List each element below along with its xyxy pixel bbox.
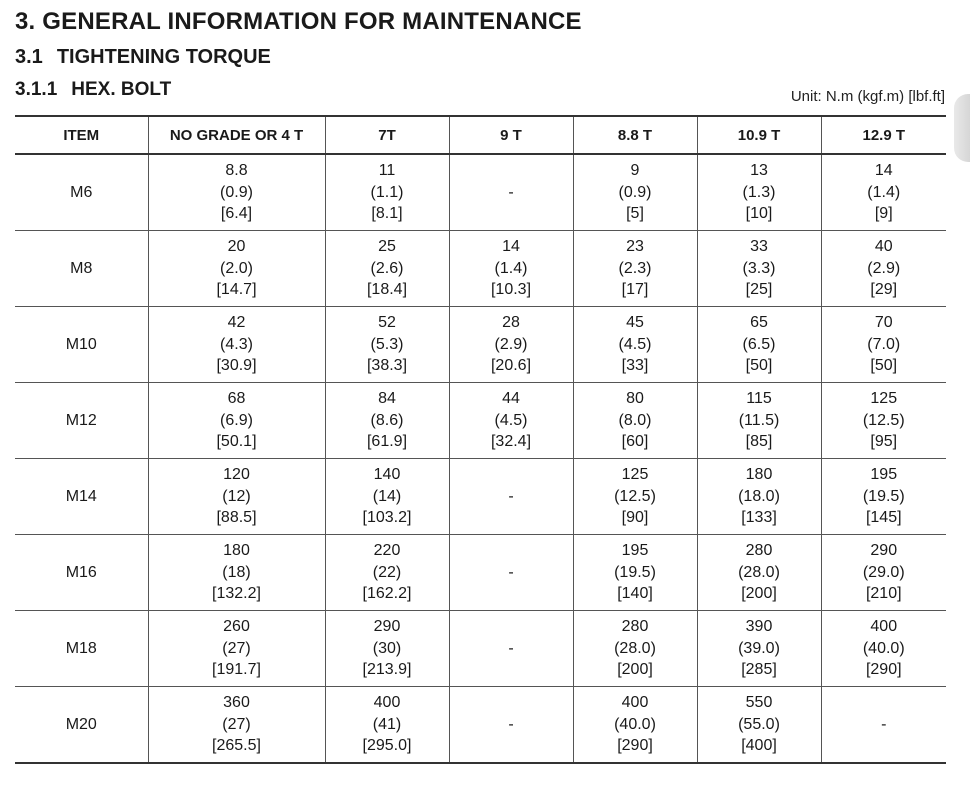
cell-torque [449, 154, 573, 231]
value-nm: 65 [750, 314, 768, 332]
value-kgfm: (4.5) [494, 411, 528, 429]
value-none: - [881, 715, 887, 733]
cell-torque [821, 687, 946, 764]
table-row [15, 687, 946, 764]
cell-torque [449, 611, 573, 687]
unit-label: Unit: N.m (kgf.m) [lbf.ft] [790, 88, 945, 105]
cell-torque [573, 307, 697, 383]
value-lbfft: [20.6] [490, 357, 532, 375]
header-no-grade: NO GRADE OR 4 T [148, 116, 325, 154]
value-lbfft: [200] [617, 661, 653, 679]
cell-torque [148, 154, 325, 231]
cell-item: M14 [15, 459, 148, 535]
section-heading: 3. GENERAL INFORMATION FOR MAINTENANCE [15, 8, 582, 35]
value-kgfm: (30) [372, 639, 402, 657]
value-lbfft: [10.3] [490, 281, 532, 299]
header-12-9t: 12.9 T [821, 116, 946, 154]
value-kgfm: (27) [222, 639, 251, 657]
value-nm: 70 [874, 314, 893, 332]
cell-torque [449, 535, 573, 611]
value-none: - [508, 487, 514, 505]
value-lbfft: [8.1] [371, 205, 403, 223]
cell-item: M6 [15, 154, 148, 231]
value-nm: 390 [745, 618, 773, 636]
value-lbfft: [32.4] [490, 433, 532, 451]
value-lbfft: [295.0] [362, 737, 412, 755]
value-nm: 84 [378, 390, 396, 408]
value-lbfft: [133] [741, 509, 777, 527]
value-kgfm: (14) [372, 487, 402, 505]
value-nm: 400 [621, 694, 649, 712]
value-nm: 400 [373, 694, 401, 712]
value-kgfm: (7.0) [867, 335, 901, 353]
cell-torque [449, 307, 573, 383]
header-10-9t: 10.9 T [697, 116, 821, 154]
value-kgfm: (40.0) [862, 639, 905, 657]
value-lbfft: [213.9] [362, 661, 412, 679]
cell-torque [325, 535, 449, 611]
cell-item: M16 [15, 535, 148, 611]
value-nm: 14 [502, 238, 520, 256]
header-8-8t: 8.8 T [573, 116, 697, 154]
value-lbfft: [50.1] [216, 433, 257, 451]
value-lbfft: [191.7] [212, 661, 261, 679]
cell-torque [821, 231, 946, 307]
value-lbfft: [14.7] [216, 281, 257, 299]
header-9t: 9 T [449, 116, 573, 154]
subsubsection-number: 3.1.1 [15, 79, 58, 100]
value-nm: 14 [874, 162, 893, 180]
value-nm: 68 [227, 390, 246, 408]
cell-torque [697, 459, 821, 535]
value-lbfft: [132.2] [212, 585, 261, 603]
value-kgfm: (0.9) [220, 183, 253, 201]
value-lbfft: [38.3] [366, 357, 408, 375]
cell-torque [148, 307, 325, 383]
value-nm: 140 [373, 466, 401, 484]
value-nm: 260 [223, 618, 250, 636]
cell-torque [148, 231, 325, 307]
value-nm: 40 [874, 238, 893, 256]
cell-torque [148, 611, 325, 687]
value-kgfm: (1.4) [494, 259, 528, 277]
value-kgfm: (19.5) [614, 563, 656, 581]
value-kgfm: (12.5) [614, 487, 656, 505]
cell-item: M10 [15, 307, 148, 383]
value-lbfft: [210] [865, 585, 902, 603]
cell-item: M18 [15, 611, 148, 687]
subsection-heading [15, 46, 271, 69]
value-nm: 80 [626, 390, 644, 408]
value-none: - [508, 183, 514, 201]
value-nm: 280 [621, 618, 649, 636]
subsubsection-title: HEX. BOLT [71, 79, 172, 100]
value-nm: 25 [378, 238, 396, 256]
table-row [15, 459, 946, 535]
header-7t: 7T [325, 116, 449, 154]
value-lbfft: [33] [621, 357, 649, 375]
value-kgfm: (11.5) [738, 411, 780, 429]
value-lbfft: [162.2] [362, 585, 412, 603]
value-lbfft: [25] [745, 281, 773, 299]
value-nm: 550 [745, 694, 773, 712]
value-none: - [508, 639, 514, 657]
cell-torque [325, 154, 449, 231]
cell-torque [325, 307, 449, 383]
value-lbfft: [18.4] [366, 281, 408, 299]
value-nm: 195 [870, 466, 898, 484]
value-nm: 11 [378, 162, 396, 180]
value-kgfm: (6.9) [220, 411, 253, 429]
value-kgfm: (3.3) [742, 259, 776, 277]
value-lbfft: [5] [626, 205, 644, 223]
value-kgfm: (12) [222, 487, 251, 505]
value-lbfft: [200] [741, 585, 777, 603]
value-nm: 400 [870, 618, 898, 636]
cell-torque [325, 611, 449, 687]
cell-item: M20 [15, 687, 148, 764]
value-lbfft: [29] [870, 281, 898, 299]
cell-torque [148, 383, 325, 459]
value-kgfm: (1.4) [867, 183, 901, 201]
value-nm: 13 [750, 162, 768, 180]
value-kgfm: (4.5) [618, 335, 652, 353]
value-kgfm: (0.9) [618, 183, 652, 201]
value-kgfm: (18.0) [738, 487, 780, 505]
subsection-number: 3.1 [15, 46, 43, 68]
value-kgfm: (55.0) [738, 715, 780, 733]
value-lbfft: [265.5] [212, 737, 261, 755]
value-nm: 33 [750, 238, 768, 256]
table-header-row [15, 116, 946, 154]
value-lbfft: [85] [745, 433, 773, 451]
value-nm: 125 [621, 466, 649, 484]
cell-torque [449, 383, 573, 459]
value-kgfm: (2.6) [370, 259, 404, 277]
value-none: - [508, 715, 514, 733]
cell-torque [573, 154, 697, 231]
value-lbfft: [140] [617, 585, 653, 603]
subsubsection-heading [15, 79, 171, 101]
value-nm: 290 [373, 618, 401, 636]
header-item: ITEM [15, 116, 148, 154]
value-nm: 42 [227, 314, 246, 332]
value-kgfm: (2.9) [867, 259, 901, 277]
value-nm: 125 [870, 390, 898, 408]
value-nm: 28 [502, 314, 520, 332]
value-lbfft: [400] [741, 737, 777, 755]
value-kgfm: (18) [222, 563, 251, 581]
value-nm: 120 [223, 466, 250, 484]
value-kgfm: (41) [372, 715, 402, 733]
cell-torque [573, 459, 697, 535]
value-lbfft: [88.5] [216, 509, 257, 527]
cell-torque [821, 535, 946, 611]
cell-torque [573, 611, 697, 687]
value-nm: 290 [870, 542, 898, 560]
value-kgfm: (5.3) [370, 335, 404, 353]
value-kgfm: (22) [372, 563, 402, 581]
value-nm: 180 [223, 542, 250, 560]
value-lbfft: [61.9] [366, 433, 408, 451]
table-body [15, 154, 946, 763]
cell-torque [573, 687, 697, 764]
torque-table [15, 115, 946, 764]
value-lbfft: [90] [621, 509, 649, 527]
value-nm: 44 [502, 390, 520, 408]
cell-torque [821, 154, 946, 231]
value-lbfft: [145] [865, 509, 902, 527]
value-kgfm: (8.6) [370, 411, 404, 429]
value-lbfft: [95] [870, 433, 898, 451]
value-kgfm: (1.3) [742, 183, 776, 201]
value-kgfm: (4.3) [220, 335, 253, 353]
cell-torque [449, 459, 573, 535]
table-row [15, 154, 946, 231]
value-none: - [508, 563, 514, 581]
table-row [15, 611, 946, 687]
cell-torque [697, 535, 821, 611]
cell-torque [821, 611, 946, 687]
cell-torque [148, 687, 325, 764]
value-kgfm: (2.9) [494, 335, 528, 353]
table-row [15, 231, 946, 307]
cell-torque [697, 687, 821, 764]
value-lbfft: [290] [865, 661, 902, 679]
value-nm: 180 [745, 466, 773, 484]
cell-torque [697, 611, 821, 687]
cell-torque [573, 383, 697, 459]
cell-torque [821, 383, 946, 459]
value-nm: 115 [746, 390, 772, 408]
page-edge-tab [954, 94, 970, 162]
value-kgfm: (6.5) [742, 335, 776, 353]
value-kgfm: (39.0) [738, 639, 780, 657]
cell-torque [325, 687, 449, 764]
value-nm: 9 [630, 162, 640, 180]
value-lbfft: [103.2] [362, 509, 412, 527]
value-lbfft: [10] [745, 205, 773, 223]
value-nm: 52 [378, 314, 396, 332]
cell-torque [697, 154, 821, 231]
value-kgfm: (8.0) [618, 411, 652, 429]
value-kgfm: (19.5) [862, 487, 905, 505]
value-nm: 195 [621, 542, 649, 560]
cell-torque [573, 231, 697, 307]
subsection-title: TIGHTENING TORQUE [56, 46, 271, 68]
value-lbfft: [290] [617, 737, 653, 755]
table-row [15, 535, 946, 611]
value-kgfm: (1.1) [370, 183, 404, 201]
cell-torque [821, 459, 946, 535]
value-kgfm: (2.0) [220, 259, 253, 277]
value-lbfft: [17] [621, 281, 649, 299]
cell-torque [325, 383, 449, 459]
value-nm: 8.8 [225, 162, 248, 180]
value-kgfm: (12.5) [862, 411, 905, 429]
value-lbfft: [30.9] [216, 357, 257, 375]
cell-item: M8 [15, 231, 148, 307]
value-nm: 280 [745, 542, 773, 560]
value-lbfft: [285] [741, 661, 777, 679]
cell-torque [697, 231, 821, 307]
value-lbfft: [50] [870, 357, 898, 375]
cell-torque [325, 231, 449, 307]
cell-torque [697, 307, 821, 383]
cell-torque [148, 535, 325, 611]
value-lbfft: [60] [621, 433, 649, 451]
value-nm: 45 [626, 314, 644, 332]
cell-torque [697, 383, 821, 459]
table-row [15, 383, 946, 459]
cell-torque [148, 459, 325, 535]
value-kgfm: (29.0) [862, 563, 905, 581]
value-nm: 20 [227, 238, 246, 256]
cell-torque [325, 459, 449, 535]
value-kgfm: (27) [222, 715, 251, 733]
value-nm: 220 [373, 542, 401, 560]
table-row [15, 307, 946, 383]
value-kgfm: (40.0) [614, 715, 656, 733]
cell-torque [449, 231, 573, 307]
value-kgfm: (2.3) [618, 259, 652, 277]
cell-item: M12 [15, 383, 148, 459]
value-kgfm: (28.0) [614, 639, 656, 657]
value-lbfft: [9] [874, 205, 893, 223]
value-lbfft: [6.4] [220, 205, 253, 223]
cell-torque [573, 535, 697, 611]
value-nm: 23 [626, 238, 644, 256]
value-kgfm: (28.0) [738, 563, 780, 581]
cell-torque [449, 687, 573, 764]
value-nm: 360 [223, 694, 250, 712]
cell-torque [821, 307, 946, 383]
value-lbfft: [50] [745, 357, 773, 375]
